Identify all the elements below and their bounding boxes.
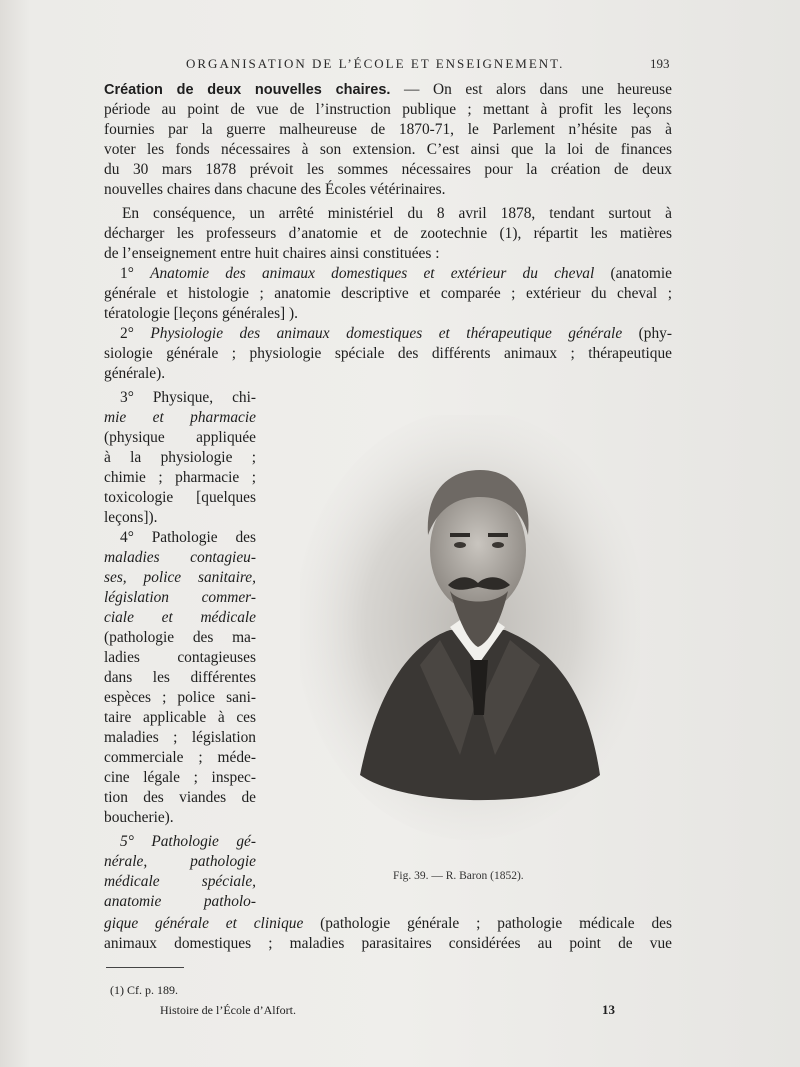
footnote: (1) Cf. p. 189. xyxy=(110,983,178,997)
paragraph-line: animaux domestiques ; maladies parasitaires considérées au point de vue xyxy=(104,935,672,952)
footer-signature: 13 xyxy=(602,1002,615,1017)
column-line: cine légale ; inspec- xyxy=(104,769,256,786)
column-line: médicale spéciale, xyxy=(104,873,256,890)
column-line: (physique appliquée xyxy=(104,429,256,446)
column-line: ses, police sanitaire, xyxy=(104,569,256,586)
column-line: commerciale ; méde- xyxy=(104,749,256,766)
column-line: 3° Physique, chi- xyxy=(120,389,256,406)
column-line: toxicologie [quelques xyxy=(104,489,256,506)
column-line: taire applicable à ces xyxy=(104,709,256,726)
paragraph-line: En conséquence, un arrêté ministériel du 8 avril 1878, tendant surtout à xyxy=(122,205,672,222)
figure-caption: Fig. 39. — R. Baron (1852). xyxy=(393,870,524,882)
paragraph-line: tératologie [leçons générales] ). xyxy=(104,305,298,322)
paragraph-line: période au point de vue de l’instruction publique ; mettant à profit les leçons xyxy=(104,101,672,118)
section-heading: Création de deux nouvelles chaires. xyxy=(104,82,391,98)
paragraph-line: générale). xyxy=(104,365,166,382)
column-line: tion des viandes de xyxy=(104,789,256,806)
paragraph-line: siologie générale ; physiologie spéciale des différents animaux ; thérapeutique xyxy=(104,345,672,362)
paragraph-line: Création de deux nouvelles chaires. — On est alors dans une heureuse xyxy=(104,81,672,98)
column-line: nérale, pathologie xyxy=(104,853,256,870)
column-line: maladies ; législation xyxy=(104,729,256,746)
paragraph-line: de l’enseignement entre huit chaires ainsi constituées : xyxy=(104,245,440,262)
paragraph-line: nouvelles chaires dans chacune des Écoles vétérinaires. xyxy=(104,181,446,198)
portrait-photo xyxy=(300,415,640,855)
column-line: espèces ; police sani- xyxy=(104,689,256,706)
paragraph-line: générale et histologie ; anatomie descriptive et comparée ; extérieur du cheval ; xyxy=(104,285,672,302)
paragraph-line: voter les fonds nécessaires à son extension. C’est ainsi que la loi de finances xyxy=(104,141,672,158)
column-line: 4° Pathologie des xyxy=(120,529,256,546)
list-item-2: 2° Physiologie des animaux domestiques et thérapeutique générale (phy- xyxy=(120,325,673,342)
page-number: 193 xyxy=(650,56,670,71)
column-line: leçons]). xyxy=(104,509,158,526)
list-item-1: 1° Anatomie des animaux domestiques et extérieur du cheval (anatomie xyxy=(120,265,672,282)
column-line: ladies contagieuses xyxy=(104,649,256,666)
column-line: mie et pharmacie xyxy=(104,409,256,426)
paragraph-line: décharger les professeurs d’anatomie et de zootechnie (1), répartit les matières xyxy=(104,225,672,242)
column-line: dans les différentes xyxy=(104,669,256,686)
running-header: ORGANISATION DE L’ÉCOLE ET ENSEIGNEMENT. xyxy=(186,56,565,71)
column-line: à la physiologie ; xyxy=(104,449,256,466)
footnote-rule xyxy=(106,967,184,968)
column-line: maladies contagieu- xyxy=(104,549,256,566)
paragraph-line: du 30 mars 1878 prévoit les sommes nécessaires pour la création de deux xyxy=(104,161,672,178)
column-line: anatomie patholo- xyxy=(104,893,256,910)
column-line: ciale et médicale xyxy=(104,609,256,626)
column-line: chimie ; pharmacie ; xyxy=(104,469,256,486)
column-line: législation commer- xyxy=(104,589,256,606)
column-line: (pathologie des ma- xyxy=(104,629,256,646)
paragraph-line: gique générale et clinique (pathologie générale ; pathologie médicale des xyxy=(104,915,672,932)
paragraph-line: fournies par la guerre malheureuse de 1870-71, le Parlement n’hésite pas à xyxy=(104,121,672,138)
column-line: boucherie). xyxy=(104,809,174,826)
footer-book-title: Histoire de l’École d’Alfort. xyxy=(160,1003,296,1017)
column-line: 5° Pathologie gé- xyxy=(120,833,256,850)
